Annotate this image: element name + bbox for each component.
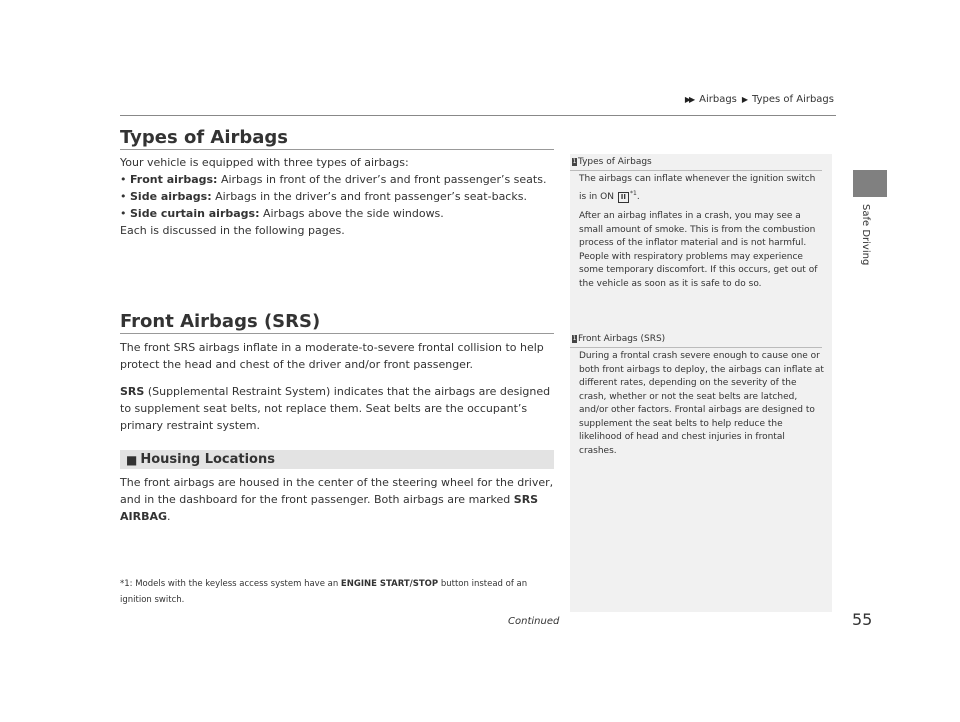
chapter-tab-marker bbox=[853, 170, 887, 197]
note-ref-icon: 1 bbox=[572, 335, 577, 342]
section-title: Types of Airbags bbox=[120, 127, 289, 148]
note-body bbox=[570, 348, 832, 458]
breadcrumb-item[interactable]: Airbags bbox=[699, 94, 737, 105]
square-bullet-icon: ■ bbox=[126, 452, 138, 467]
note-paragraph bbox=[579, 173, 824, 204]
bullet-text: Airbags in front of the driver’s and front passenger’s seats. bbox=[217, 173, 547, 186]
breadcrumb bbox=[685, 94, 834, 105]
footnote bbox=[120, 576, 560, 608]
continued-label: Continued bbox=[508, 616, 560, 627]
srs-term: SRS bbox=[120, 385, 145, 398]
title-divider bbox=[120, 149, 554, 150]
footnote-bold: ENGINE START/STOP bbox=[340, 579, 439, 589]
list-item bbox=[120, 188, 556, 205]
paragraph bbox=[120, 383, 556, 434]
notes-column bbox=[570, 154, 832, 612]
ignition-on-icon: II bbox=[618, 192, 629, 203]
note-text: The airbags can inflate whenever the ignition switch is in ON bbox=[579, 174, 816, 202]
srs-text: (Supplemental Restraint System) indicates that the airbags are designed to supplement seat belts, not replace them. Seat belts are the occupant’s primary restraint system. bbox=[120, 385, 551, 432]
housing-text: The front airbags are housed in the center of the steering wheel for the driver, and in the dashboard for the front passenger. Both airbags are marked bbox=[120, 476, 554, 506]
section-body bbox=[120, 154, 556, 239]
double-arrow-icon: ▶▶ bbox=[684, 95, 694, 104]
bullet-icon: • bbox=[120, 207, 127, 220]
bullet-icon: • bbox=[120, 190, 127, 203]
note-text-end: . bbox=[636, 191, 640, 202]
page-number: 55 bbox=[852, 610, 873, 629]
note-body bbox=[570, 171, 832, 291]
breadcrumb-item[interactable]: Types of Airbags bbox=[752, 94, 834, 105]
footnote-text-end: button instead of an ignition switch. bbox=[120, 579, 528, 605]
section-title: Front Airbags (SRS) bbox=[120, 311, 321, 332]
note-paragraph: During a frontal crash severe enough to cause one or both front airbags to deploy, the airbags can inflate at different rates, depending on the severity of the crash, whether or not the seat belts are latched, and/or other factors. Frontal airbags are designed to supplement the seat belts to help reduce the likelihood of head and chest injuries in frontal crashes. bbox=[579, 351, 824, 456]
side-note bbox=[570, 334, 832, 464]
bullet-term: Front airbags: bbox=[130, 173, 218, 186]
closing-text: Each is discussed in the following pages. bbox=[120, 224, 345, 237]
note-ref-icon: 1 bbox=[572, 158, 577, 165]
list-item bbox=[120, 171, 556, 188]
paragraph: The front SRS airbags inflate in a moderate-to-severe frontal collision to help protect the head and chest of the driver and/or front passenger. bbox=[120, 341, 544, 371]
chapter-tab-label: Safe Driving bbox=[860, 204, 871, 266]
bullet-text: Airbags above the side windows. bbox=[259, 207, 444, 220]
note-paragraph: After an airbag inflates in a crash, you may see a small amount of smoke. This is from the combustion process of the inflator material and is not harmful. People with respiratory problems may experience some temporary discomfort. If this occurs, get out of the vehicle as soon as it is safe to do so. bbox=[579, 211, 818, 289]
header-divider bbox=[120, 115, 836, 116]
subsection-header bbox=[120, 450, 554, 469]
bullet-icon: • bbox=[120, 173, 127, 186]
list-item bbox=[120, 205, 556, 222]
housing-text-end: . bbox=[167, 510, 171, 523]
footnote-ref: *1 bbox=[630, 189, 637, 197]
note-header[interactable] bbox=[570, 157, 832, 167]
bullet-term: Side airbags: bbox=[130, 190, 212, 203]
note-title: Types of Airbags bbox=[578, 157, 652, 167]
subsection-title: Housing Locations bbox=[140, 452, 275, 467]
footnote-text: *1: Models with the keyless access system have an bbox=[120, 579, 341, 589]
note-title: Front Airbags (SRS) bbox=[578, 334, 666, 344]
bullet-term: Side curtain airbags: bbox=[130, 207, 260, 220]
side-note bbox=[570, 157, 832, 297]
title-divider bbox=[120, 333, 554, 334]
note-header[interactable] bbox=[570, 334, 832, 344]
paragraph bbox=[120, 474, 556, 525]
intro-text: Your vehicle is equipped with three types of airbags: bbox=[120, 156, 409, 169]
arrow-icon: ▶ bbox=[741, 95, 749, 104]
bullet-text: Airbags in the driver’s and front passenger’s seat-backs. bbox=[211, 190, 527, 203]
chapter-tab[interactable] bbox=[857, 204, 877, 294]
srs-airbag-mark: SRS AIRBAG bbox=[120, 493, 539, 523]
